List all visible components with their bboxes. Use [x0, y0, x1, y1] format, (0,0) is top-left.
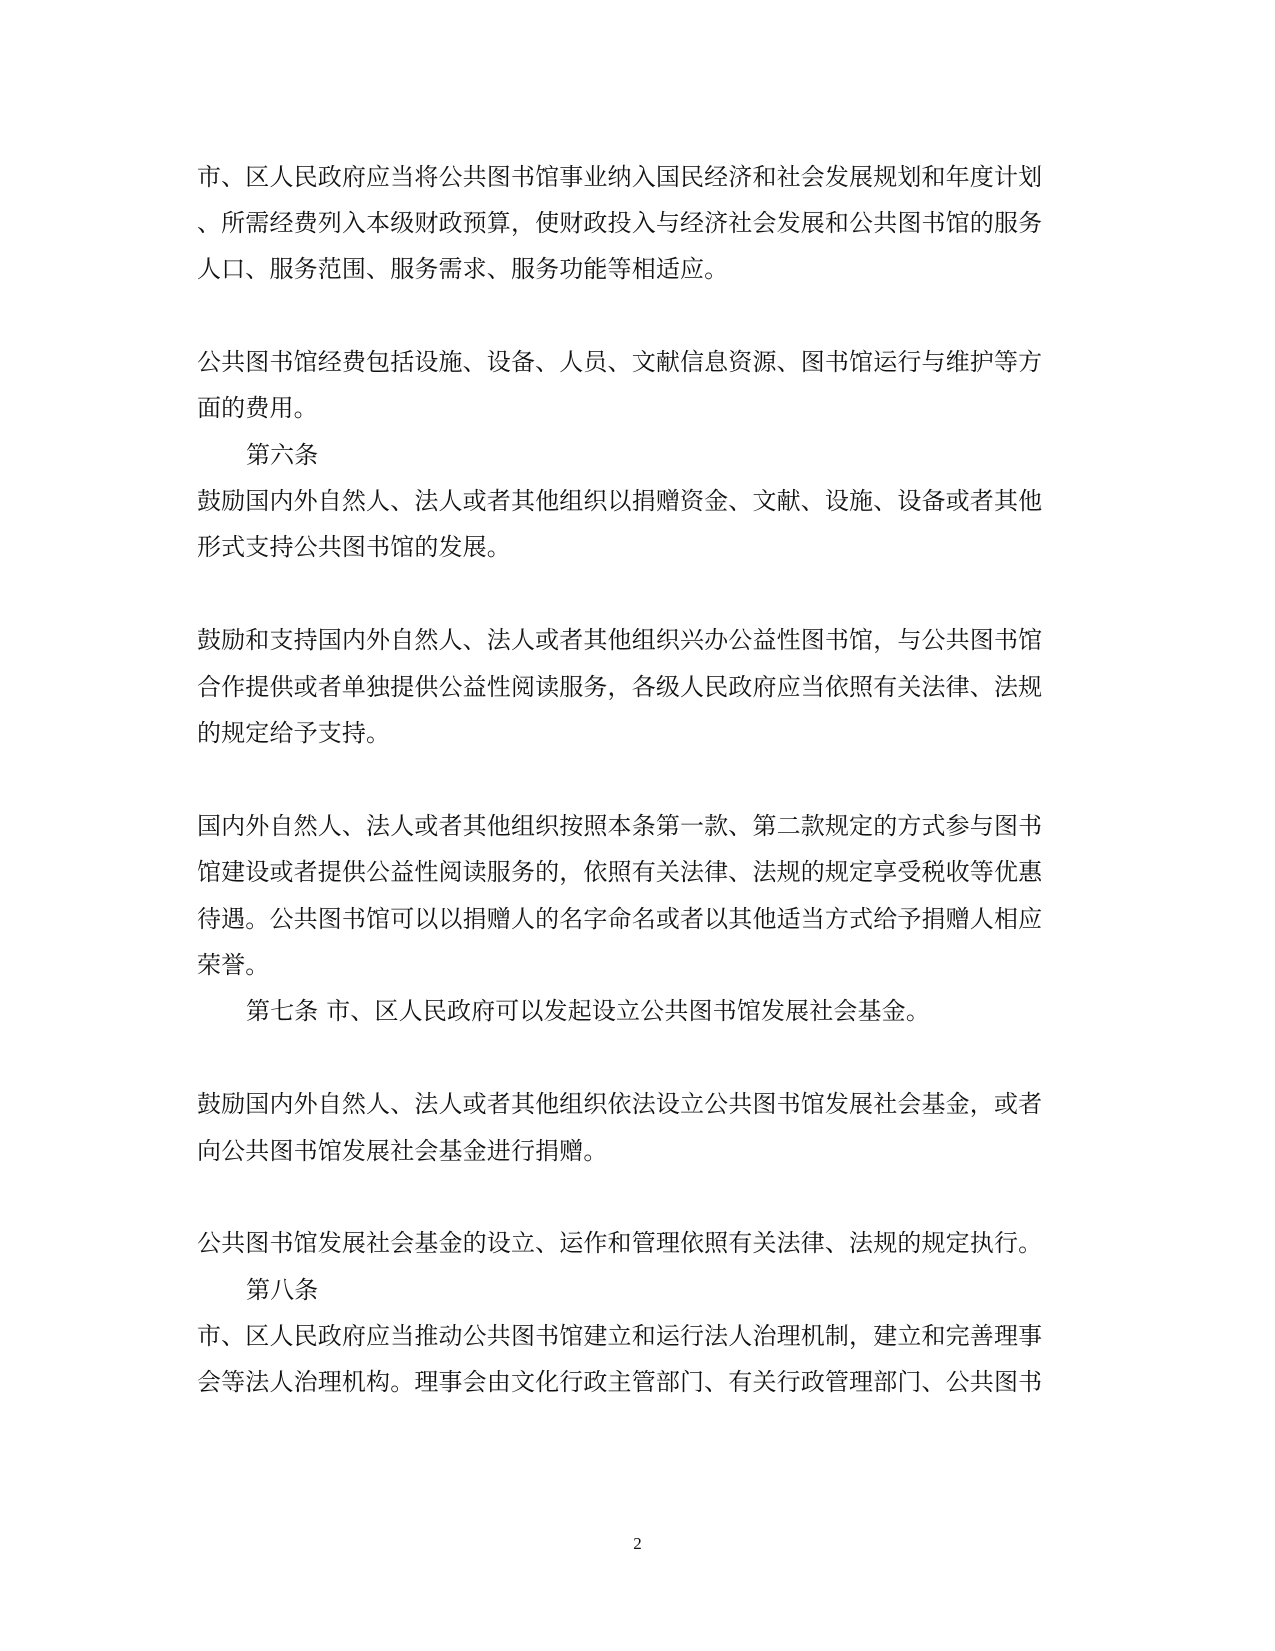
text-line: 待遇。公共图书馆可以以捐赠人的名字命名或者以其他适当方式给予捐赠人相应 [197, 905, 1043, 933]
text-line: 会等法人治理机构。理事会由文化行政主管部门、有关行政管理部门、公共图书 [197, 1368, 1043, 1396]
text-line: 公共图书馆经费包括设施、设备、人员、文献信息资源、图书馆运行与维护等方 [197, 348, 1043, 376]
text-line: 馆建设或者提供公益性阅读服务的，依照有关法律、法规的规定享受税收等优惠 [197, 858, 1043, 886]
article-heading: 第六条 [246, 441, 319, 469]
text-line: 合作提供或者单独提供公益性阅读服务，各级人民政府应当依照有关法律、法规 [197, 673, 1043, 701]
text-line: 公共图书馆发展社会基金的设立、运作和管理依照有关法律、法规的规定执行。 [197, 1229, 1043, 1257]
text-line: 人口、服务范围、服务需求、服务功能等相适应。 [197, 255, 729, 283]
text-line: 国内外自然人、法人或者其他组织按照本条第一款、第二款规定的方式参与图书 [197, 812, 1043, 840]
text-line: 、所需经费列入本级财政预算，使财政投入与经济社会发展和公共图书馆的服务 [197, 209, 1043, 237]
text-line: 鼓励和支持国内外自然人、法人或者其他组织兴办公益性图书馆，与公共图书馆 [197, 626, 1043, 654]
text-line: 向公共图书馆发展社会基金进行捐赠。 [197, 1137, 608, 1165]
text-line: 市、区人民政府应当推动公共图书馆建立和运行法人治理机制，建立和完善理事 [197, 1322, 1043, 1350]
text-line: 荣誉。 [197, 951, 270, 979]
article-heading: 第七条 市、区人民政府可以发起设立公共图书馆发展社会基金。 [246, 997, 930, 1025]
text-line: 形式支持公共图书馆的发展。 [197, 533, 511, 561]
text-line: 市、区人民政府应当将公共图书馆事业纳入国民经济和社会发展规划和年度计划 [197, 163, 1043, 191]
text-line: 鼓励国内外自然人、法人或者其他组织以捐赠资金、文献、设施、设备或者其他 [197, 487, 1043, 515]
text-line: 鼓励国内外自然人、法人或者其他组织依法设立公共图书馆发展社会基金，或者 [197, 1090, 1043, 1118]
page-number: 2 [633, 1534, 642, 1553]
text-line: 的规定给予支持。 [197, 719, 391, 747]
article-heading: 第八条 [246, 1276, 319, 1304]
text-line: 面的费用。 [197, 394, 318, 422]
